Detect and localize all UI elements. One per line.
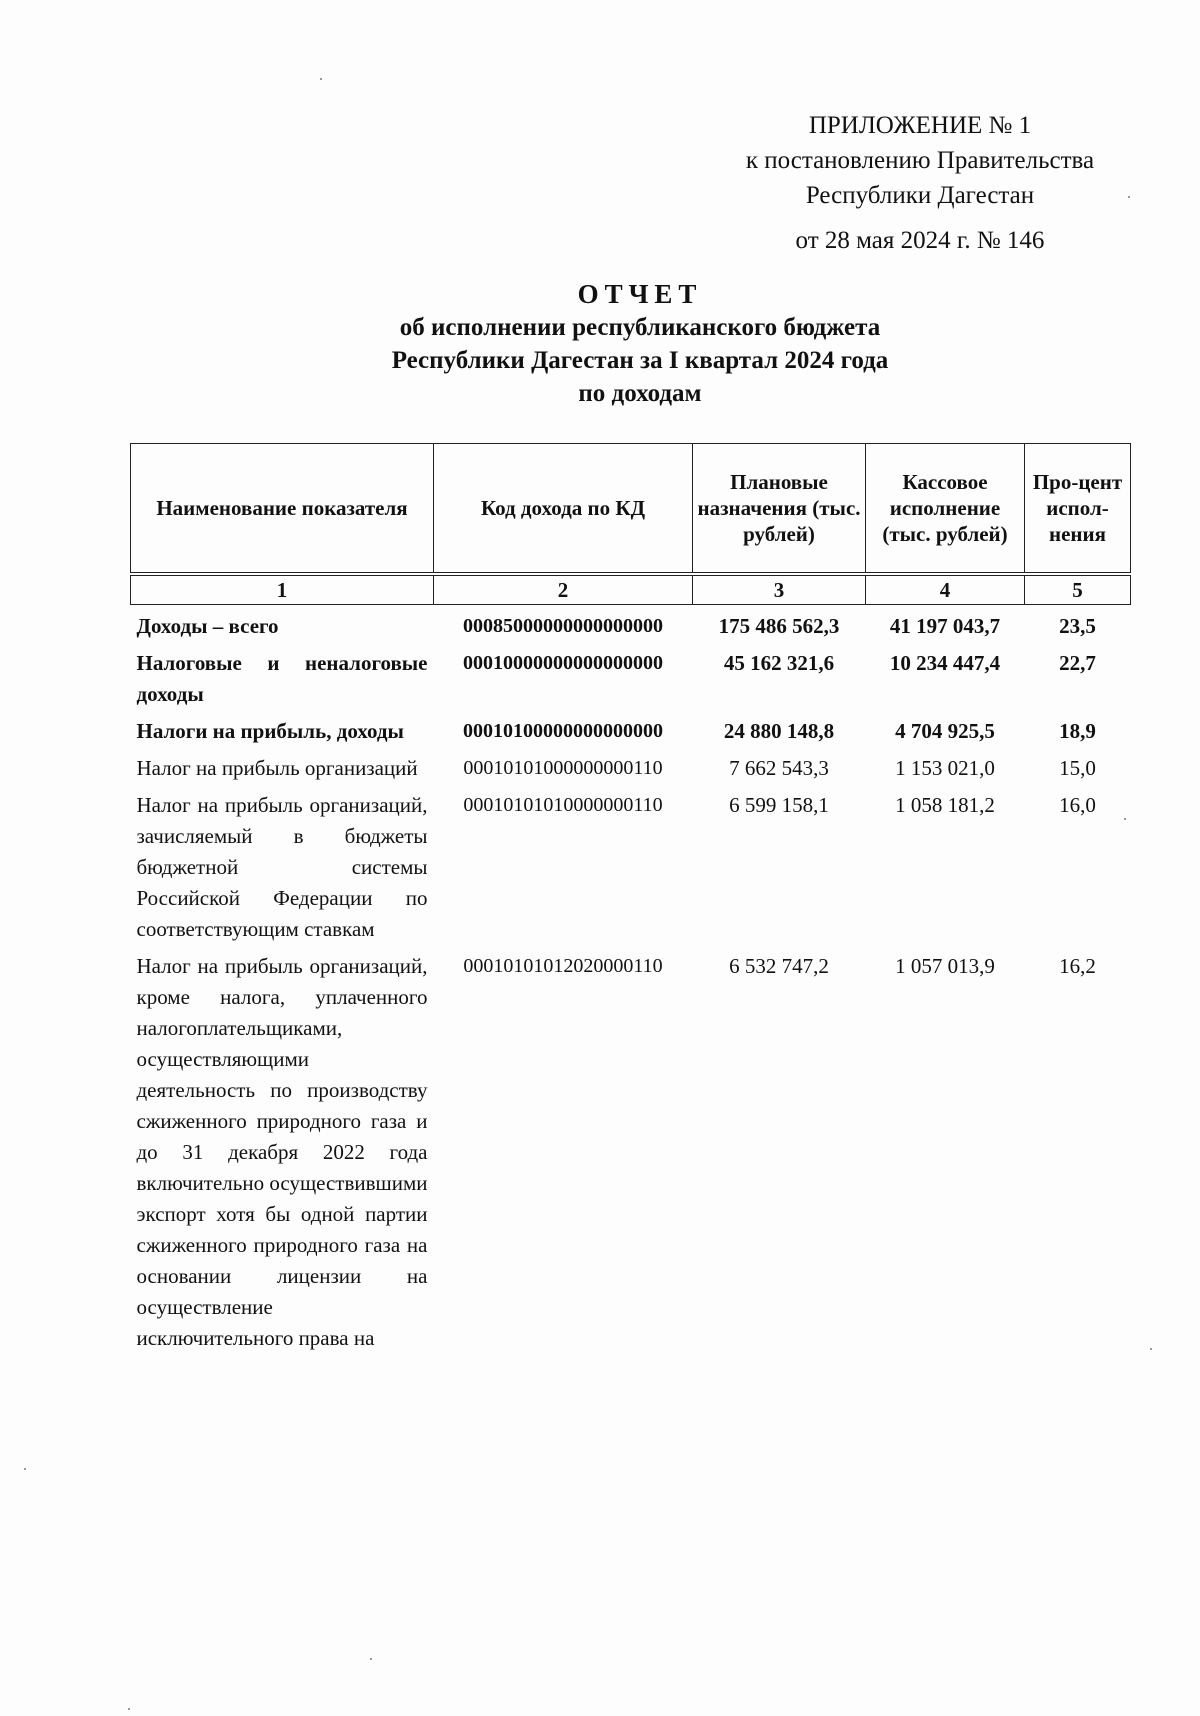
row-plan: 6 532 747,2: [729, 954, 829, 978]
annex-header: [700, 108, 1140, 258]
table-row: [131, 747, 1131, 784]
row-code: 00085000000000000000: [463, 615, 663, 637]
header-income-code: Код дохода по КД: [434, 444, 693, 575]
scan-speck: [1124, 818, 1126, 820]
scan-speck: [1128, 196, 1130, 198]
row-name: Налог на прибыль организаций: [136, 756, 418, 780]
report-heading: ОТЧЕТ: [577, 279, 703, 309]
row-plan: 175 486 562,3: [718, 614, 840, 638]
row-actual: 4 704 925,5: [895, 719, 995, 743]
column-number-row: [131, 574, 1131, 605]
column-number: 1: [131, 574, 434, 605]
row-percent: 16,2: [1059, 954, 1096, 978]
table-header-row: [131, 444, 1131, 575]
row-code: 00010101010000000110: [463, 794, 663, 816]
row-code: 00010100000000000000: [463, 720, 663, 742]
row-code: 00010000000000000000: [463, 652, 663, 674]
scan-speck: [320, 78, 322, 80]
scan-speck: [24, 1468, 26, 1470]
row-percent: 16,0: [1059, 793, 1096, 817]
header-actual: Кассовое исполнение (тыс. рублей): [866, 444, 1025, 575]
row-actual: 10 234 447,4: [889, 651, 1001, 675]
table-row: [131, 784, 1131, 945]
column-number: 5: [1025, 574, 1131, 605]
row-plan: 24 880 148,8: [723, 719, 835, 743]
annex-reference: к постановлению Правительства: [745, 147, 1095, 174]
row-name: Налоги на прибыль, доходы: [136, 719, 404, 743]
row-code: 00010101012020000110: [463, 955, 663, 977]
scan-speck: [1150, 1348, 1152, 1350]
annex-number: ПРИЛОЖЕНИЕ № 1: [808, 112, 1032, 139]
table-row: [131, 642, 1131, 710]
row-plan: 6 599 158,1: [729, 793, 829, 817]
row-plan: 7 662 543,3: [729, 756, 829, 780]
income-report-table: [130, 443, 1131, 1354]
row-percent: 18,9: [1059, 719, 1096, 743]
row-actual: 1 153 021,0: [895, 756, 995, 780]
table-row: [131, 710, 1131, 747]
row-code: 00010101000000000110: [463, 757, 663, 779]
report-subtitle-2: Республики Дагестан за I квартал 2024 года: [391, 347, 889, 374]
row-name: Налог на прибыль организаций, зачисляемый в бюджеты бюджетной системы Российской Федерации по соответствующим ставкам: [136, 793, 428, 941]
column-number: 2: [434, 574, 693, 605]
row-name: Доходы – всего: [136, 614, 279, 638]
row-actual: 41 197 043,7: [889, 614, 1001, 638]
annex-date: от 28 мая 2024 г. № 146: [795, 227, 1045, 254]
header-indicator-name: Наименование показателя: [131, 444, 434, 575]
row-percent: 22,7: [1059, 651, 1096, 675]
column-number: 3: [693, 574, 866, 605]
table-row: [131, 945, 1131, 1354]
report-subtitle-1: об исполнении республиканского бюджета: [399, 314, 881, 341]
row-name: Налог на прибыль организаций, кроме налога, уплаченного налогоплательщиками, осуществляющими деятельность по производству сжиженного природного газа и до 31 декабря 2022 года включительно осуществившими экспорт хотя бы одной партии сжиженного природного газа на основании лицензии на осуществление исключительного права на: [136, 954, 428, 1350]
row-percent: 23,5: [1059, 614, 1096, 638]
row-name: Налоговые и неналоговые доходы: [136, 651, 428, 706]
row-actual: 1 058 181,2: [895, 793, 995, 817]
column-number: 4: [866, 574, 1025, 605]
header-planned: Плановые назначения (тыс. рублей): [693, 444, 866, 575]
report-title: [280, 278, 1000, 410]
scan-speck: [370, 1658, 372, 1660]
row-plan: 45 162 321,6: [723, 651, 835, 675]
table-row: [131, 605, 1131, 643]
row-percent: 15,0: [1059, 756, 1096, 780]
annex-issuer: Республики Дагестан: [805, 182, 1035, 209]
scan-speck: [128, 1708, 130, 1710]
header-percent: Про-цент испол-нения: [1025, 444, 1131, 575]
report-subtitle-3: по доходам: [578, 380, 702, 407]
row-actual: 1 057 013,9: [895, 954, 995, 978]
